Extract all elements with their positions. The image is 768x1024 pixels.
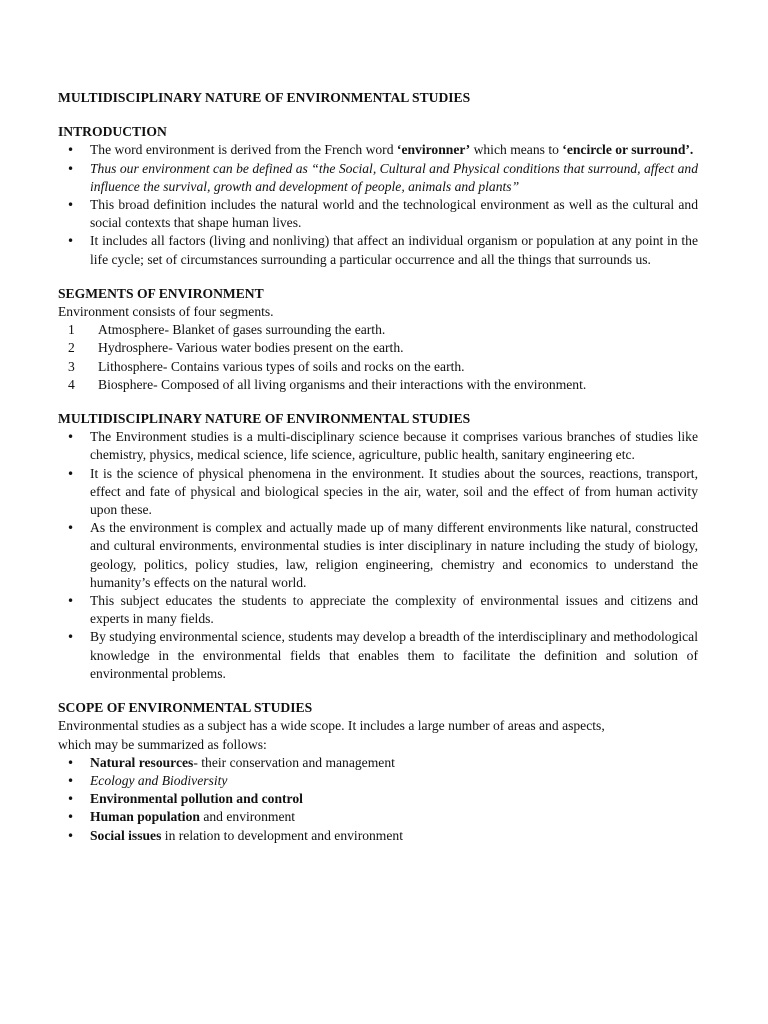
list-item: • This subject educates the students to appreciate the complexity of environmental issues and citizens and experts in many fields. (58, 592, 698, 628)
list-item (58, 808, 698, 826)
item-number: 3 (68, 358, 75, 374)
list-item (58, 772, 698, 790)
list-item: • Thus our environment can be defined as “the Social, Cultural and Physical conditions that surround, affect and influence the survival, growth and development of people, animals and plants” (58, 160, 698, 196)
list-item (58, 790, 698, 808)
segments-list (58, 321, 698, 394)
introduction-list (58, 141, 698, 268)
item-text: Hydrosphere- Various water bodies present on the earth. (98, 340, 404, 356)
scope-intro-line2: which may be summarized as follows: (58, 736, 267, 752)
scope-heading: SCOPE OF ENVIRONMENTAL STUDIES (58, 700, 313, 716)
item-text: - their conservation and management (193, 754, 395, 770)
multidisciplinary-section (58, 410, 698, 683)
item-number: 2 (68, 340, 75, 356)
bullet-text: The word environment is derived from the French word (90, 142, 397, 158)
bold-term: Environmental pollution and control (90, 791, 303, 807)
item-text: in relation to development and environment (161, 827, 403, 843)
document-body (58, 89, 698, 861)
bold-term: Natural resources (90, 754, 194, 770)
list-item (58, 376, 698, 394)
scope-intro-line1: Environmental studies as a subject has a wide scope. It includes a large number of areas and aspects, (58, 718, 605, 734)
item-number: 1 (68, 322, 75, 338)
item-text: and environment (199, 809, 296, 825)
list-item: • It includes all factors (living and nonliving) that affect an individual organism or population at any point in the life cycle; set of circumstances surrounding a particular occurrence and all the things that surrounds us. (58, 232, 698, 268)
list-item: • This broad definition includes the natural world and the technological environment as well as the cultural and social contexts that shape human lives. (58, 196, 698, 232)
item-number: 4 (68, 376, 75, 392)
italic-term: Ecology and Biodiversity (90, 772, 228, 788)
list-item (58, 321, 698, 339)
segments-section (58, 285, 698, 394)
list-item: • By studying environmental science, students may develop a breadth of the interdisciplinary and methodological knowledge in the environmental fields that enables them to facilitate the definition and solution of environmental problems. (58, 628, 698, 683)
item-text: Atmosphere- Blanket of gases surrounding the earth. (98, 322, 386, 338)
list-item (58, 339, 698, 357)
introduction-section (58, 123, 698, 269)
list-item: • The Environment studies is a multi-disciplinary science because it comprises various branches of studies like chemistry, physics, medical science, life science, agriculture, public health, sanitary engineering etc. (58, 428, 698, 464)
item-text: Lithosphere- Contains various types of soils and rocks on the earth. (98, 358, 465, 374)
bullet-text: which means to (470, 142, 563, 158)
multidisciplinary-list (58, 428, 698, 683)
bold-term: ‘encircle or surround’. (562, 142, 694, 158)
list-item: • It is the science of physical phenomena in the environment. It studies about the sources, reactions, transport, effect and fate of physical and biological species in the air, water, soil and the effect of from human activity upon these. (58, 465, 698, 520)
list-item (58, 827, 698, 845)
bold-term: ‘environner’ (396, 142, 471, 158)
list-item: • As the environment is complex and actually made up of many different environments like natural, constructed and cultural environments, environmental studies is inter disciplinary in nature including the study of biology, geology, politics, policy studies, law, religion engineering, chemistry and economics to understand the humanity’s effects on the natural world. (58, 519, 698, 592)
scope-list (58, 754, 698, 845)
list-item (58, 358, 698, 376)
scope-section (58, 699, 698, 845)
bold-term: Social issues (90, 827, 162, 843)
list-item (58, 754, 698, 772)
list-item (58, 141, 698, 159)
document-title: MULTIDISCIPLINARY NATURE OF ENVIRONMENTAL STUDIES (58, 90, 471, 105)
item-text: Biosphere- Composed of all living organisms and their interactions with the environment. (98, 376, 587, 392)
bold-term: Human population (90, 809, 200, 825)
introduction-heading: INTRODUCTION (58, 124, 167, 140)
segments-heading: SEGMENTS OF ENVIRONMENT (58, 285, 264, 301)
multidisciplinary-heading: MULTIDISCIPLINARY NATURE OF ENVIRONMENTAL STUDIES (58, 411, 471, 427)
segments-intro: Environment consists of four segments. (58, 304, 274, 320)
